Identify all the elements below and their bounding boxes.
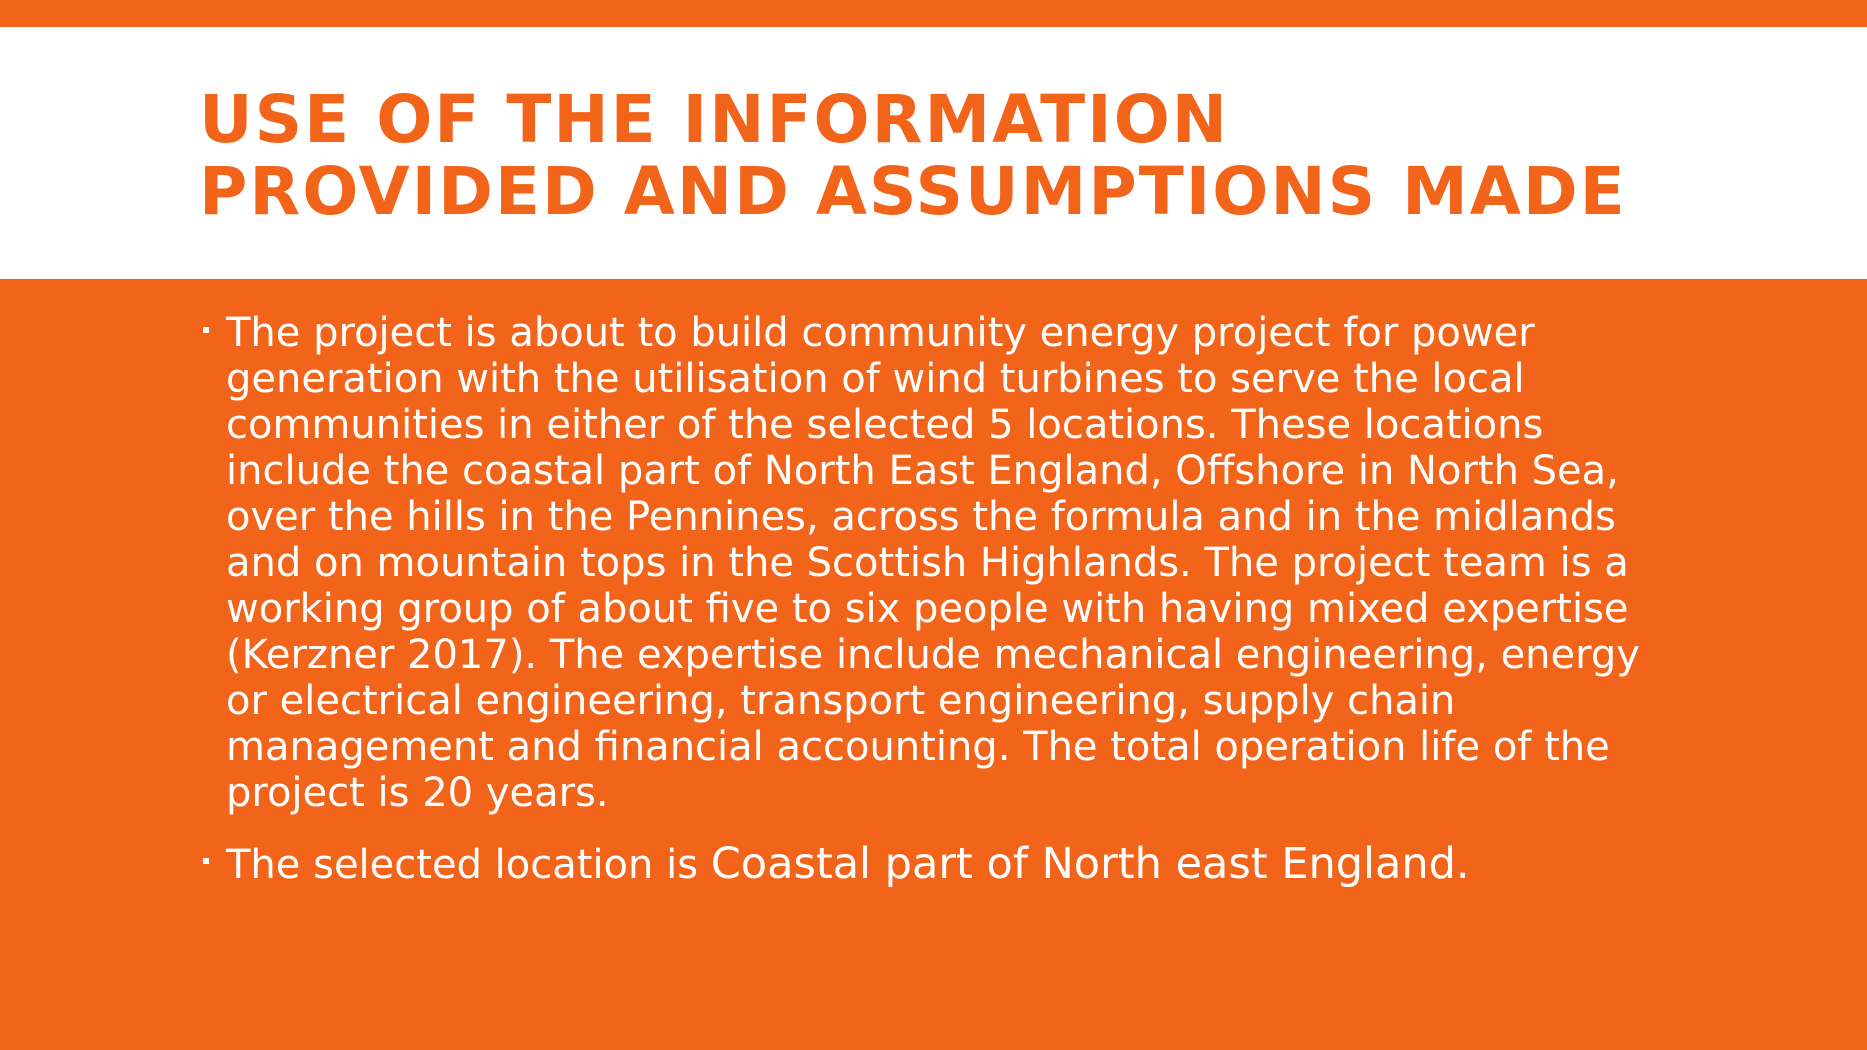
bullet-text-emphasis: Coastal part of North east England. <box>710 839 1470 889</box>
bullet-item <box>199 310 1659 816</box>
bullet-marker <box>203 858 209 864</box>
slide-content <box>199 310 1659 913</box>
bullet-text: The project is about to build community energy project for power generation with the utilisation of wind turbines to serve the local communities in either of the selected 5 locations. These locations include the coastal part of North East England, Offshore in North Sea, over the hills in the Pennines, across the formula and in the midlands and on mountain tops in the Scottish Highlands. The project team is a working group of about five to six people with having mixed expertise (Kerzner 2017). The expertise include mechanical engineering, energy or electrical engineering, transport engineering, supply chain management and financial accounting. The total operation life of the project is 20 years. <box>226 310 1640 816</box>
bullet-text-prefix: The selected location is <box>226 842 711 888</box>
slide-title: USE OF THE INFORMATION PROVIDED AND ASSUMPTIONS MADE <box>199 81 1627 230</box>
bullet-marker <box>203 327 209 333</box>
bullet-item <box>199 841 1659 888</box>
